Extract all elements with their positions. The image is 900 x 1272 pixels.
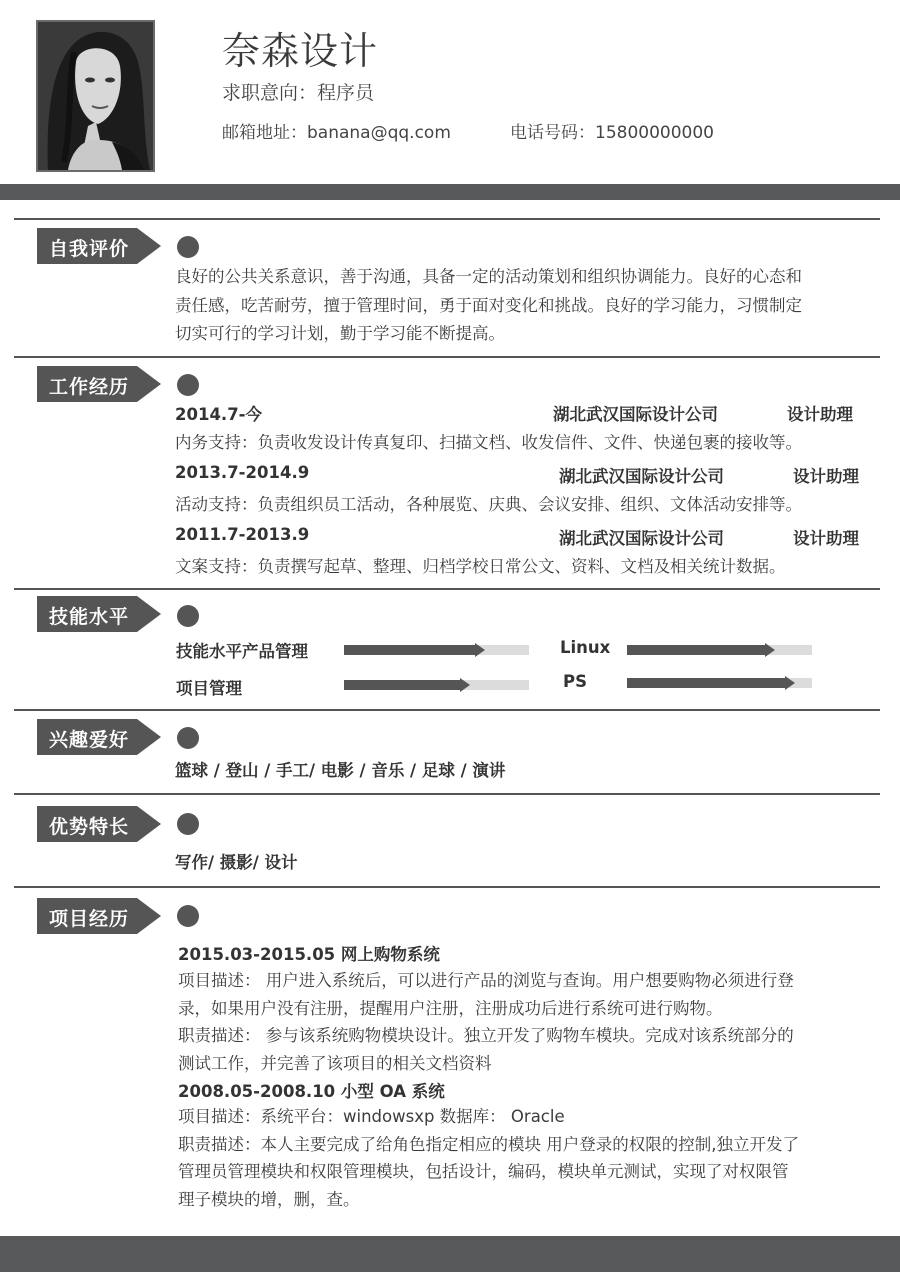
section-divider: [14, 886, 880, 888]
skill-level-bar: [627, 643, 812, 657]
text-line: 责任感，吃苦耐劳，擅于管理时间，勇于面对变化和挑战。良好的学习能力，习惯制定: [175, 295, 802, 315]
section-tag-self-eval: [37, 228, 161, 264]
profile-photo: [36, 20, 155, 172]
section-dot-icon: [177, 905, 199, 927]
section-tag-projects: [37, 898, 161, 934]
header-divider-bar: [0, 184, 900, 200]
work-role: 设计助理: [793, 467, 859, 486]
arrow-head-icon: [475, 643, 485, 657]
text-line: 管理员管理模块和权限管理模块，包括设计，编码，模块单元测试，实现了对权限管: [178, 1162, 789, 1181]
work-description: 活动支持：负责组织员工活动，各种展览、庆典、会议安排、组织、文体活动安排等。: [175, 495, 802, 514]
section-title: 工作经历: [49, 376, 130, 398]
text-line: 良好的公共关系意识，善于沟通，具备一定的活动策划和组织协调能力。良好的心态和: [175, 267, 802, 286]
work-entry-header: [175, 525, 859, 549]
section-title: 项目经历: [49, 908, 130, 930]
section-title: 自我评价: [49, 238, 130, 260]
text-line: 理子模块的增，删，查。: [178, 1189, 360, 1209]
section-dot-icon: [177, 236, 199, 258]
section-tag-skills: [37, 596, 161, 632]
strengths-list: 写作/ 摄影/ 设计: [175, 853, 298, 872]
skill-bar-fill: [344, 643, 485, 657]
section-divider: [14, 218, 880, 220]
skill-label: 技能水平产品管理: [176, 642, 308, 661]
section-divider: [14, 356, 880, 358]
work-description: 内务支持：负责收发设计传真复印、扫描文档、收发信件、文件、快递包裹的接收等。: [175, 433, 802, 452]
skill-bar-fill: [344, 678, 470, 692]
project-description: [178, 1103, 868, 1213]
text-line: 职责描述：本人主要完成了给角色指定相应的模块 用户登录的权限的控制,独立开发了: [178, 1134, 799, 1154]
work-entry-header: [175, 463, 859, 487]
text-line: 录，如果用户没有注册，提醒用户注册，注册成功后进行系统可进行购物。: [178, 998, 723, 1018]
section-divider: [14, 793, 880, 795]
section-title: 优势特长: [49, 816, 130, 838]
skill-level-bar: [344, 678, 529, 692]
skill-label: Linux: [560, 638, 611, 657]
work-role: 设计助理: [793, 529, 859, 548]
section-dot-icon: [177, 813, 199, 835]
section-title: 兴趣爱好: [49, 729, 130, 751]
text-line: 项目描述： 用户进入系统后，可以进行产品的浏览与查询。用户想要购物必须进行登: [178, 971, 794, 990]
hobbies-list: 篮球 / 登山 / 手工/ 电影 / 音乐 / 足球 / 演讲: [175, 761, 506, 780]
skill-bar-fill: [627, 643, 775, 657]
contact-info: [222, 118, 714, 143]
text-line: 测试工作，并完善了该项目的相关文档资料: [178, 1053, 492, 1073]
phone-text: 电话号码：15800000000: [510, 123, 714, 143]
section-divider: [14, 709, 880, 711]
skill-label: 项目管理: [176, 679, 242, 698]
section-dot-icon: [177, 727, 199, 749]
section-tag-work: [37, 366, 161, 402]
section-tag-strengths: [37, 806, 161, 842]
self-eval-text: [175, 263, 865, 349]
section-divider: [14, 588, 880, 590]
arrow-head-icon: [460, 678, 470, 692]
section-dot-icon: [177, 605, 199, 627]
work-date: 2013.7-2014.9: [175, 463, 310, 482]
arrow-head-icon: [785, 676, 795, 690]
email-text: 邮箱地址：banana@qq.com: [222, 123, 451, 143]
job-intent: 求职意向：程序员: [222, 82, 375, 104]
section-title: 技能水平: [49, 606, 130, 628]
work-role: 设计助理: [787, 405, 853, 424]
skill-level-bar: [344, 643, 529, 657]
applicant-name: 奈森设计: [222, 29, 379, 73]
section-tag-hobbies: [37, 719, 161, 755]
work-date: 2014.7-今: [175, 405, 263, 424]
work-date: 2011.7-2013.9: [175, 525, 310, 544]
text-line: 切实可行的学习计划，勤于学习能不断提高。: [175, 324, 505, 343]
project-description: [178, 967, 868, 1077]
work-company: 湖北武汉国际设计公司: [559, 529, 724, 548]
footer-bar: [0, 1236, 900, 1272]
work-company: 湖北武汉国际设计公司: [553, 405, 718, 424]
work-description: 文案支持：负责撰写起草、整理、归档学校日常公文、资料、文档及相关统计数据。: [175, 557, 786, 576]
project-header: 2008.05-2008.10 小型 OA 系统: [178, 1082, 445, 1101]
skill-level-bar: [627, 676, 812, 690]
work-entry-header: [175, 401, 859, 425]
project-header: 2015.03-2015.05 网上购物系统: [178, 945, 440, 964]
skill-bar-fill: [627, 676, 795, 690]
work-company: 湖北武汉国际设计公司: [559, 467, 724, 486]
section-dot-icon: [177, 374, 199, 396]
text-line: 职责描述： 参与该系统购物模块设计。独立开发了购物车模块。完成对该系统部分的: [178, 1026, 794, 1045]
text-line: 项目描述：系统平台：windowsxp 数据库： Oracle: [178, 1107, 565, 1126]
skill-label: PS: [563, 672, 587, 691]
arrow-head-icon: [765, 643, 775, 657]
